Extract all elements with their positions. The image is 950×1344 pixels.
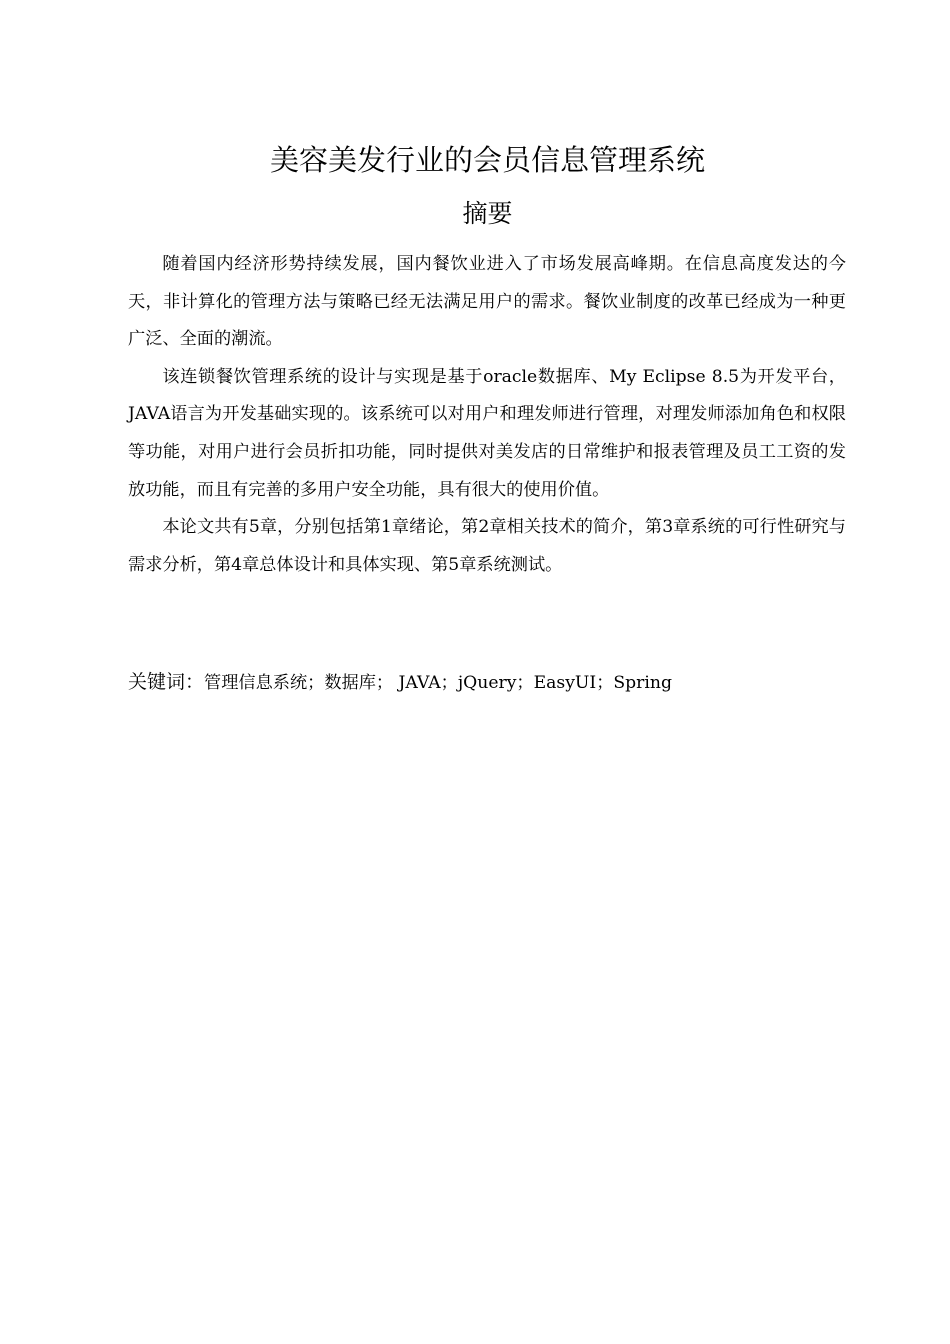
abstract-paragraph: 随着国内经济形势持续发展，国内餐饮业进入了市场发展高峰期。在信息高度发达的今天，非计算化的管理方法与策略已经无法满足用户的需求。餐饮业制度的改革已经成为一种更广泛、全面的潮流。 <box>128 254 846 350</box>
abstract-body <box>128 246 846 584</box>
keywords-line <box>128 664 846 703</box>
keywords-label: 关键词： <box>128 671 205 693</box>
abstract-heading: 摘要 <box>462 199 513 228</box>
abstract-paragraph: 该连锁餐饮管理系统的设计与实现是基于oracle数据库、My Eclipse 8.5为开发平台，JAVA语言为开发基础实现的。该系统可以对用户和理发师进行管理，对理发师添加角色和权限等功能，对用户进行会员折扣功能，同时提供对美发店的日常维护和报表管理及员工工资的发放功能，而且有完善的多用户安全功能，具有很大的使用价值。 <box>128 366 846 500</box>
keywords-text: 管理信息系统；数据库； JAVA；jQuery；EasyUI；Spring <box>204 673 672 693</box>
abstract-paragraph: 本论文共有5章，分别包括第1章绪论，第2章相关技术的简介，第3章系统的可行性研究与需求分析，第4章总体设计和具体实现、第5章系统测试。 <box>128 517 846 575</box>
document-title: 美容美发行业的会员信息管理系统 <box>269 143 705 177</box>
